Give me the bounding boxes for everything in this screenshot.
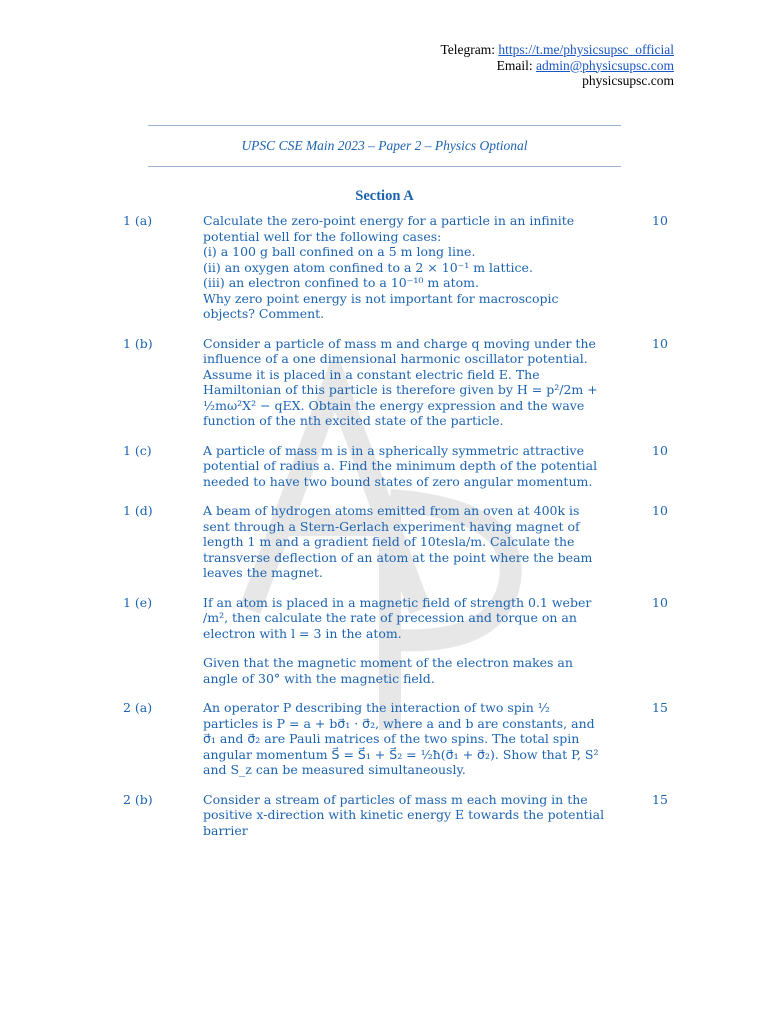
question-2a — [0, 700, 768, 778]
question-number: 2 (b) — [123, 791, 153, 807]
question-2b — [0, 792, 768, 839]
question-text — [203, 792, 608, 839]
email-line — [440, 58, 674, 74]
question-line: Consider a stream of particles of mass m each moving in the positive x-direction with kinetic energy E towards the potential barrier — [203, 791, 605, 838]
question-line: (ii) an oxygen atom confined to a 2 × 10⁻¹ m lattice. — [203, 259, 533, 275]
question-line: Given that the magnetic moment of the electron makes an angle of 30° with the magnetic field. — [203, 655, 573, 686]
question-number: 1 (e) — [123, 594, 153, 610]
email-link[interactable]: admin@physicsupsc.com — [535, 57, 674, 73]
question-list — [0, 213, 768, 852]
question-text — [203, 443, 608, 490]
question-line: Consider a particle of mass m and charge q moving under the influence of a one dimensional harmonic oscillator potential. Assume it is placed in a constant electric field E. The Hamiltonian of this particle is therefore given by H = p²/2m + ½mω²X² − qEX. Obtain the energy expression and the wave function of the nth excited state of the particle. — [203, 335, 598, 428]
question-number: 1 (d) — [123, 503, 153, 518]
question-text — [203, 213, 608, 322]
paper-title: UPSC CSE Main 2023 – Paper 2 – Physics Optional — [241, 138, 528, 153]
question-1b — [0, 336, 768, 429]
question-marks: 15 — [652, 791, 668, 807]
telegram-label: Telegram: — [440, 42, 496, 57]
question-text — [203, 336, 608, 429]
question-line: If an atom is placed in a magnetic field of strength 0.1 weber /m², then calculate the rate of precession and torque on an electron with l = 3 in the atom. — [203, 594, 592, 641]
title-rule-top — [148, 125, 621, 126]
question-number: 1 (a) — [123, 213, 153, 228]
question-marks: 10 — [652, 442, 668, 458]
question-marks: 10 — [652, 594, 668, 610]
question-text — [203, 700, 608, 778]
question-line: (iii) an electron confined to a 10⁻¹⁰ m atom. — [203, 275, 479, 290]
question-1d — [0, 503, 768, 581]
email-label: Email: — [496, 57, 533, 73]
question-1c — [0, 443, 768, 490]
question-line: An operator P describing the interaction of two spin ½ particles is P = a + bσ⃗₁ · σ⃗₂, where a and b are constants, and σ⃗₁ and σ⃗₂ are Pauli matrices of the two spins. The total spin angular momentum S⃗ = S⃗₁ + S⃗₂ = ½ħ(σ⃗₁ + σ⃗₂). Show that P, S² and S_z can be measured simultaneously. — [203, 700, 599, 777]
contact-block — [440, 42, 674, 89]
question-line: (i) a 100 g ball confined on a 5 m long line. — [203, 244, 476, 259]
section-title: Section A — [355, 188, 414, 204]
question-1a — [0, 213, 768, 322]
question-line: A particle of mass m is in a spherically symmetric attractive potential of radius a. Find the minimum depth of the potential needed to have two bound states of zero angular momentum. — [203, 442, 598, 489]
question-number: 1 (c) — [123, 442, 152, 458]
question-1e — [0, 595, 768, 687]
question-number: 2 (a) — [123, 700, 153, 715]
question-marks: 15 — [652, 700, 668, 715]
telegram-link[interactable]: https://t.me/physicsupsc_official — [498, 42, 674, 57]
question-marks: 10 — [652, 213, 668, 228]
question-line: A beam of hydrogen atoms emitted from an oven at 400k is sent through a Stern-Gerlach experiment having magnet of length 1 m and a gradient field of 10tesla/m. Calculate the transverse deflection of an atom at the point where the beam leaves the magnet. — [203, 503, 593, 580]
question-line: Calculate the zero-point energy for a particle in an infinite potential well for the following cases: — [203, 213, 575, 244]
question-marks: 10 — [652, 503, 668, 518]
question-text — [203, 595, 608, 687]
question-marks: 10 — [652, 335, 668, 351]
website-text: physicsupsc.com — [582, 73, 674, 88]
question-text — [203, 503, 608, 581]
title-rule-bottom — [148, 166, 621, 167]
question-line: Why zero point energy is not important for macroscopic objects? Comment. — [203, 290, 559, 321]
question-number: 1 (b) — [123, 335, 153, 351]
telegram-line — [440, 42, 674, 58]
